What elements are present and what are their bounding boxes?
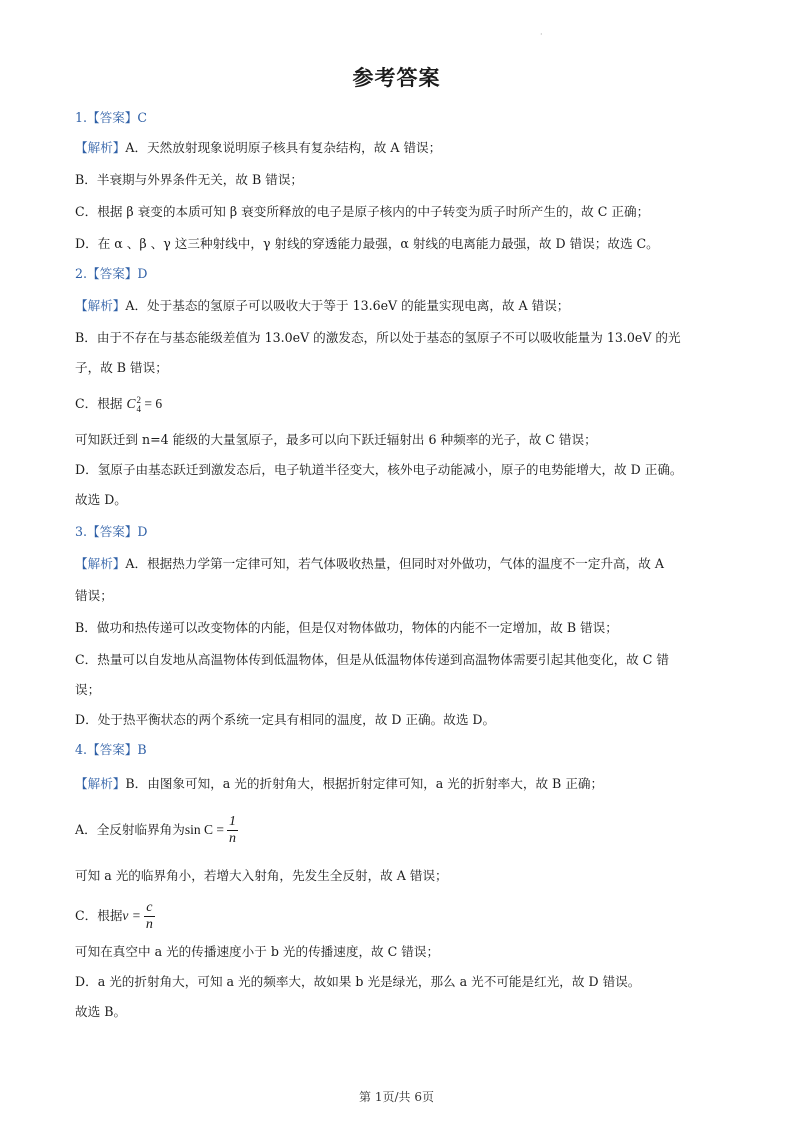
q3-analysis-d: D．处于热平衡状态的两个系统一定具有相同的温度，故 D 正确。故选 D。 <box>75 712 496 727</box>
combination-formula <box>126 394 163 414</box>
q3-analysis-c2: 误； <box>75 682 101 697</box>
q4-analysis-a <box>75 812 238 848</box>
q2-conclusion: 故选 D。 <box>75 492 127 507</box>
q3-analysis-a1 <box>75 554 664 574</box>
analysis-tag: 【解析】 <box>75 556 126 571</box>
formula-c: C <box>126 396 136 411</box>
q1-analysis-d: D．在 α 、β 、γ 这三种射线中，γ 射线的穿透能力最强，α 射线的电离能力最强，故 D 错误；故选 C。 <box>75 236 659 251</box>
page-footer: 第 1页/共 6页 <box>359 1090 434 1104</box>
fraction-denominator: n <box>145 917 153 932</box>
q4-a-prefix: A．全反射临界角为 <box>75 822 185 837</box>
formula-eq: = 6 <box>140 396 163 411</box>
q4-analysis-b <box>75 774 603 794</box>
velocity-formula: v = <box>122 908 141 923</box>
q2-analysis-c <box>75 394 162 414</box>
formula-sub: 4 <box>136 403 141 414</box>
page-title: 参考答案 <box>352 66 441 90</box>
fraction-numerator: 1 <box>228 814 236 829</box>
q1-answer: 1.【答案】C <box>75 110 148 125</box>
q2-c-prefix: C．根据 <box>75 396 123 411</box>
q2-a-text: A．处于基态的氢原子可以吸收大于等于 13.6eV 的能量实现电离，故 A 错误； <box>125 298 570 313</box>
q1-analysis-c: C．根据 β 衰变的本质可知 β 衰变所释放的电子是原子核内的中子转变为质子时所产生的，故 C 正确； <box>75 204 650 219</box>
q2-answer: 2.【答案】D <box>75 266 148 281</box>
q1-analysis-a <box>75 138 441 158</box>
fraction-denominator: n <box>228 831 236 846</box>
q2-analysis-a <box>75 296 569 316</box>
scan-dot: · <box>540 30 543 39</box>
q3-analysis-a2: 错误； <box>75 588 113 603</box>
q1-analysis-b: B．半衰期与外界条件无关，故 B 错误； <box>75 172 304 187</box>
q4-analysis-d: D．a 光的折射角大，可知 a 光的频率大，故如果 b 光是绿光，那么 a 光不可能是红光，故 D 错误。 <box>75 974 641 989</box>
q3-analysis-c1: C．热量可以自发地从高温物体传到低温物体，但是从低温物体传递到高温物体需要引起其他变化，故 C 错 <box>75 652 669 667</box>
q4-analysis-a2: 可知 a 光的临界角小，若增大入射角，先发生全反射，故 A 错误； <box>75 868 448 883</box>
q4-c-prefix: C．根据 <box>75 908 123 923</box>
q2-analysis-b1: B．由于不存在与基态能级差值为 13.0eV 的激发态，所以处于基态的氢原子不可以吸收能量为 13.0eV 的光 <box>75 330 681 345</box>
q1-a-text: A．天然放射现象说明原子核具有复杂结构，故 A 错误； <box>125 140 442 155</box>
q3-answer: 3.【答案】D <box>75 524 148 539</box>
q4-b-text: B．由图象可知，a 光的折射角大，根据折射定律可知，a 光的折射率大，故 B 正确； <box>125 776 604 791</box>
q4-conclusion: 故选 B。 <box>75 1004 127 1019</box>
sin-formula: sin C = <box>184 822 224 837</box>
q2-analysis-c2: 可知跃迁到 n=4 能级的大量氢原子，最多可以向下跃迁辐射出 6 种频率的光子，故 C 错误； <box>75 432 597 447</box>
analysis-tag: 【解析】 <box>75 776 126 791</box>
q4-answer: 4.【答案】B <box>75 742 147 757</box>
q4-analysis-c2: 可知在真空中 a 光的传播速度小于 b 光的传播速度，故 C 错误； <box>75 944 440 959</box>
analysis-tag: 【解析】 <box>75 298 126 313</box>
q2-analysis-b2: 子，故 B 错误； <box>75 360 168 375</box>
fraction-1-over-n <box>227 814 238 847</box>
fraction-numerator: c <box>144 900 155 917</box>
q3-analysis-b: B．做功和热传递可以改变物体的内能，但是仅对物体做功，物体的内能不一定增加，故 B 错误； <box>75 620 618 635</box>
fraction-c-over-n <box>144 900 155 933</box>
q2-analysis-d: D．氢原子由基态跃迁到激发态后，电子轨道半径变大，核外电子动能减小，原子的电势能增大，故 D 正确。 <box>75 462 683 477</box>
formula-sup: 2 <box>136 394 141 405</box>
q4-analysis-c <box>75 898 155 934</box>
q3-a1-text: A．根据热力学第一定律可知，若气体吸收热量，但同时对外做功，气体的温度不一定升高，故 A <box>125 556 664 571</box>
analysis-tag: 【解析】 <box>75 140 126 155</box>
